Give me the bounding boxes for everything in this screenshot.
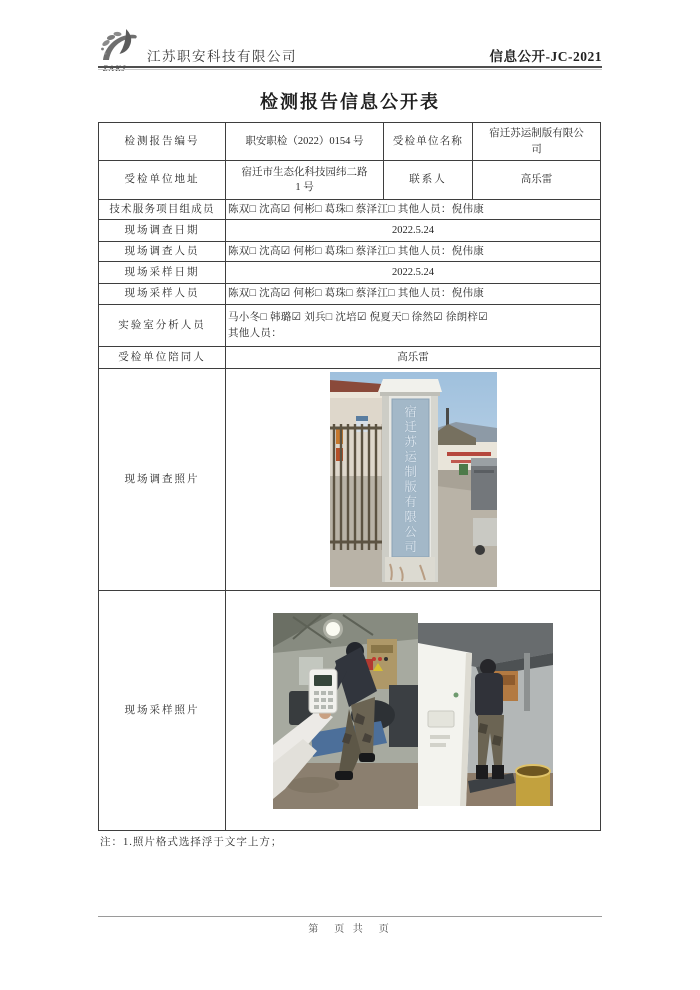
survey-staff-label: 现场调查人员	[99, 242, 226, 262]
page-title: 检测报告信息公开表	[260, 92, 440, 112]
report-no-label: 检测报告编号	[99, 123, 226, 161]
contact-label: 联系人	[384, 161, 473, 200]
sampling-date-value: 2022.5.24	[226, 262, 601, 284]
footer-divider	[98, 916, 602, 917]
sampling-photo-label: 现场采样照片	[99, 591, 226, 831]
page-footer: 第 页 共 页	[308, 924, 392, 935]
site-sampling-photos	[228, 613, 598, 809]
row-survey-date	[99, 220, 601, 242]
row-lab-staff	[99, 305, 601, 347]
unit-name-value	[473, 123, 601, 161]
report-no-value: 职安职检（2022）0154 号	[226, 123, 384, 161]
contact-value: 高乐雷	[473, 161, 601, 200]
unit-addr-value	[226, 161, 384, 200]
footnote: 注：1.照片格式选择浮于文字上方；	[100, 837, 283, 848]
row-survey-staff	[99, 242, 601, 262]
survey-date-label: 现场调查日期	[99, 220, 226, 242]
company-name: 江苏职安科技有限公司	[147, 49, 297, 64]
row-sampling-date	[99, 262, 601, 284]
escort-value: 高乐雷	[226, 347, 601, 369]
row-sampling-staff	[99, 284, 601, 305]
workshop-sampling-scene	[273, 613, 418, 809]
sampling-photo-left	[273, 613, 418, 809]
unit-addr-line1: 宿迁市生态化科技园纬二路	[241, 166, 368, 178]
unit-addr-line2: 1 号	[295, 182, 314, 193]
survey-staff-checkboxes: 陈双□ 沈高☑ 何彬□ 葛珠□ 蔡泽江□ 其他人员：倪伟康	[226, 242, 601, 262]
disclosure-form-table	[98, 122, 601, 831]
lab-staff-line2: 其他人员：	[228, 327, 282, 339]
row-report-no	[99, 123, 601, 161]
sampling-staff-label: 现场采样人员	[99, 284, 226, 305]
sampling-staff-checkboxes: 陈双□ 沈高☑ 何彬□ 葛珠□ 蔡泽江□ 其他人员：倪伟康	[226, 284, 601, 305]
row-team	[99, 200, 601, 220]
team-label: 技术服务项目组成员	[99, 200, 226, 220]
team-members-checkboxes: 陈双□ 沈高☑ 何彬□ 葛珠□ 蔡泽江□ 其他人员：倪伟康	[226, 200, 601, 220]
row-unit-address	[99, 161, 601, 200]
lab-staff-checkboxes	[226, 305, 601, 347]
sampling-date-label: 现场采样日期	[99, 262, 226, 284]
unit-name-line1: 宿迁苏运制版有限公	[489, 128, 584, 140]
escort-label: 受检单位陪同人	[99, 347, 226, 369]
unit-name-label: 受检单位名称	[384, 123, 473, 161]
row-survey-photo	[99, 369, 601, 591]
row-sampling-photo	[99, 591, 601, 831]
unit-addr-label: 受检单位地址	[99, 161, 226, 200]
site-survey-photo	[330, 372, 497, 587]
header-divider-shadow	[98, 69, 602, 70]
survey-photo-label: 现场调查照片	[99, 369, 226, 591]
lab-staff-label: 实验室分析人员	[99, 305, 226, 347]
header-divider	[98, 66, 602, 68]
gate-pillar-sign-text: 宿迁苏运制版有限公司	[402, 405, 417, 555]
lab-staff-line1: 马小冬□ 韩璐☑ 刘兵□ 沈培☑ 倪夏天□ 徐然☑ 徐朗梓☑	[228, 312, 488, 324]
row-escort	[99, 347, 601, 369]
sampling-photo-right	[418, 623, 553, 806]
unit-name-line2: 司	[531, 143, 542, 155]
document-code: 信息公开-JC-2021	[489, 49, 602, 64]
survey-date-value: 2022.5.24	[226, 220, 601, 242]
workshop-machine-scene	[418, 623, 553, 806]
